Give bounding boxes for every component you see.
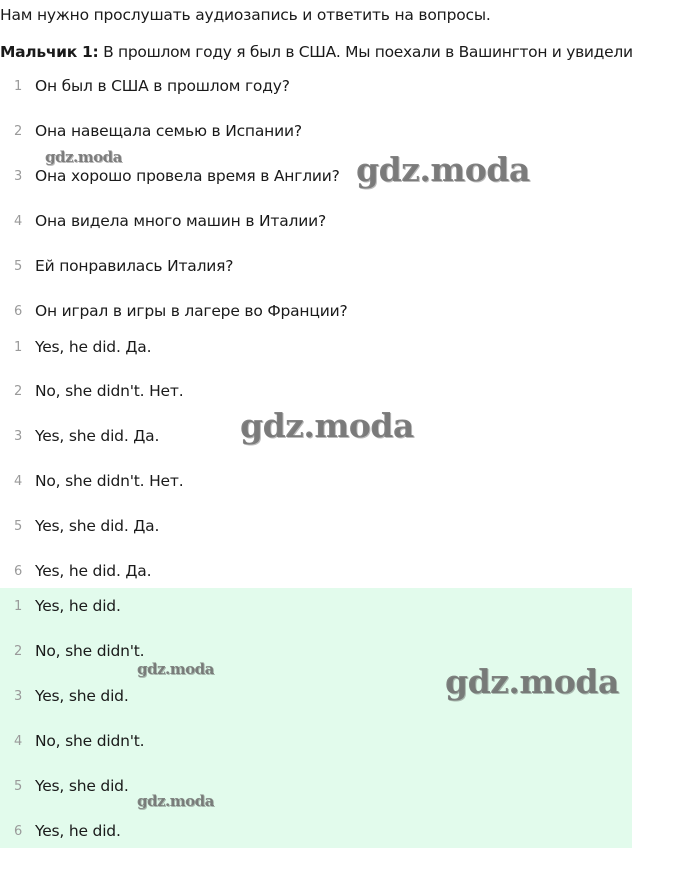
item-number: 4 — [14, 473, 23, 489]
question-text: Она хорошо провела время в Англии? — [35, 167, 340, 185]
item-number: 2 — [14, 383, 23, 399]
intro-text: Нам нужно прослушать аудиозапись и ответить на вопросы. — [0, 6, 491, 24]
item-number: 1 — [14, 78, 23, 94]
item-number: 5 — [14, 258, 23, 274]
question-text: Она навещала семью в Испании? — [35, 122, 302, 140]
answer-text: Yes, she did. — [35, 777, 129, 795]
answer-item — [0, 594, 121, 618]
item-number: 5 — [14, 518, 23, 534]
translated-answer-text: No, she didn't. Нет. — [35, 472, 184, 490]
answer-item — [0, 729, 144, 753]
answer-block — [0, 588, 632, 848]
question-item — [0, 254, 233, 278]
item-number: 5 — [14, 778, 23, 794]
translated-answer-text: Yes, she did. Да. — [35, 517, 160, 535]
question-text: Он играл в игры в лагере во Франции? — [35, 302, 348, 320]
translated-answer-text: Yes, he did. Да. — [35, 562, 152, 580]
item-number: 3 — [14, 688, 23, 704]
item-number: 3 — [14, 168, 23, 184]
dialogue-line — [0, 43, 633, 61]
question-text: Ей понравилась Италия? — [35, 257, 234, 275]
watermark: gdz.moda — [240, 406, 414, 445]
question-text: Она видела много машин в Италии? — [35, 212, 326, 230]
item-number: 1 — [14, 598, 23, 614]
watermark: gdz.moda — [137, 792, 214, 810]
question-text: Он был в США в прошлом году? — [35, 77, 290, 95]
answer-item — [0, 684, 129, 708]
item-number: 2 — [14, 123, 23, 139]
answer-text: Yes, he did. — [35, 597, 121, 615]
question-item — [0, 74, 290, 98]
translated-answer-item — [0, 379, 183, 403]
translated-answer-text: Yes, he did. Да. — [35, 338, 152, 356]
watermark: gdz.moda — [356, 150, 530, 189]
answer-item — [0, 639, 144, 663]
answer-text: No, she didn't. — [35, 642, 145, 660]
item-number: 6 — [14, 823, 23, 839]
watermark: gdz.moda — [137, 660, 214, 678]
answer-item — [0, 819, 121, 843]
item-number: 4 — [14, 733, 23, 749]
answer-text: Yes, he did. — [35, 822, 121, 840]
speaker-label: Мальчик 1: — [0, 43, 99, 61]
question-item — [0, 299, 347, 323]
item-number: 4 — [14, 213, 23, 229]
answer-text: No, she didn't. — [35, 732, 145, 750]
translated-answer-item — [0, 559, 151, 583]
translated-answer-text: No, she didn't. Нет. — [35, 382, 184, 400]
question-item — [0, 164, 340, 188]
translated-answer-item — [0, 424, 159, 448]
question-item — [0, 119, 302, 143]
item-number: 2 — [14, 643, 23, 659]
translated-answer-item — [0, 335, 151, 359]
translated-answer-item — [0, 514, 159, 538]
question-item — [0, 209, 326, 233]
speaker-text: В прошлом году я был в США. Мы поехали в Вашингтон и увидели — [98, 43, 633, 61]
watermark: gdz.moda — [445, 662, 619, 701]
answer-text: Yes, she did. — [35, 687, 129, 705]
translated-answer-item — [0, 469, 183, 493]
item-number: 6 — [14, 563, 23, 579]
translated-answer-text: Yes, she did. Да. — [35, 427, 160, 445]
item-number: 1 — [14, 339, 23, 355]
item-number: 3 — [14, 428, 23, 444]
item-number: 6 — [14, 303, 23, 319]
answer-item — [0, 774, 129, 798]
watermark: gdz.moda — [45, 148, 122, 166]
